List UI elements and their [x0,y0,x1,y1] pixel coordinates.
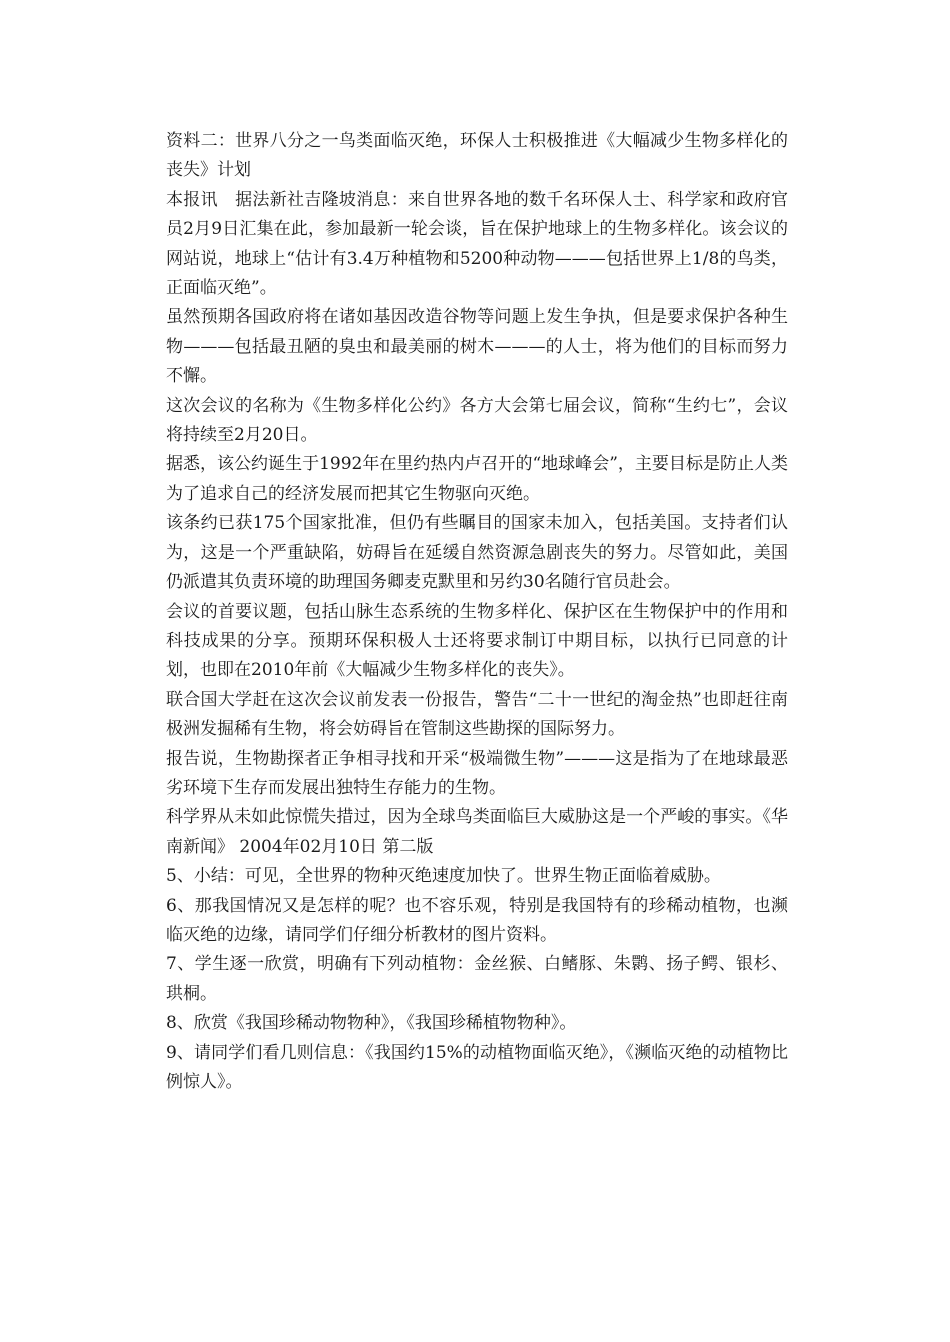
paragraph-news-body: 联合国大学赶在这次会议前发表一份报告，警告“二十一世纪的淘金热”也即赶往南极洲发掘稀有生物，将会妨碍旨在管制这些勘探的国际努力。 [166,689,788,740]
paragraph-step-6: 6、那我国情况又是怎样的呢？也不容乐观，特别是我国特有的珍稀动植物，也濒临灭绝的边缘，请同学们仔细分析教材的图片资料。 [166,895,788,945]
paragraph-source-heading: 资料二：世界八分之一鸟类面临灭绝，环保人士积极推进《大幅减少生物多样化的丧失》计划 [166,131,788,181]
paragraph-news-lead: 本报讯 据法新社吉隆坡消息：来自世界各地的数千名环保人士、科学家和政府官员2月9日汇集在此，参加最新一轮会谈，旨在保护地球上的生物多样化。该会议的网站说，地球上“估计有3.4万种植物和5200种动物———包括世界上1/8的鸟类，正面临灭绝”。 [166,189,788,299]
document-body [166,127,788,1097]
paragraph-step-5: 5、小结：可见，全世界的物种灭绝速度加快了。世界生物正面临着威胁。 [166,866,721,887]
paragraph-news-body: 虽然预期各国政府将在诸如基因改造谷物等问题上发生争执，但是要求保护各种生物———包括最丑陋的臭虫和最美丽的树木———的人士，将为他们的目标而努力不懈。 [166,307,788,387]
paragraph-step-9: 9、请同学们看几则信息：《我国约15%的动植物面临灭绝》，《濒临灭绝的动植物比例惊人》。 [166,1042,788,1092]
paragraph-news-body: 这次会议的名称为《生物多样化公约》各方大会第七届会议，简称“生约七”，会议将持续至2月20日。 [166,395,788,446]
paragraph-news-body: 会议的首要议题，包括山脉生态系统的生物多样化、保护区在生物保护中的作用和科技成果的分享。预期环保积极人士还将要求制订中期目标，以执行已同意的计划，也即在2010年前《大幅减少生物多样化的丧失》。 [166,601,788,681]
paragraph-news-body: 报告说，生物勘探者正争相寻找和开采“极端微生物”———这是指为了在地球最恶劣环境下生存而发展出独特生存能力的生物。 [166,748,788,798]
paragraph-news-body: 据悉，该公约诞生于1992年在里约热内卢召开的“地球峰会”，主要目标是防止人类为了追求自己的经济发展而把其它生物驱向灭绝。 [166,454,788,504]
paragraph-news-body: 该条约已获175个国家批准，但仍有些瞩目的国家未加入，包括美国。支持者们认为，这是一个严重缺陷，妨碍旨在延缓自然资源急剧丧失的努力。尽管如此，美国仍派遣其负责环境的助理国务卿麦克默里和另约30名随行官员赴会。 [166,513,788,593]
paragraph-step-8: 8、欣赏《我国珍稀动物物种》，《我国珍稀植物物种》。 [166,1013,577,1034]
paragraph-news-source: 科学界从未如此惊慌失措过，因为全球鸟类面临巨大威胁这是一个严峻的事实。《华南新闻》 2004年02月10日 第二版 [166,807,788,857]
paragraph-step-7: 7、学生逐一欣赏，明确有下列动植物：金丝猴、白鳍豚、朱鹮、扬子鳄、银杉、珙桐。 [166,954,788,1004]
